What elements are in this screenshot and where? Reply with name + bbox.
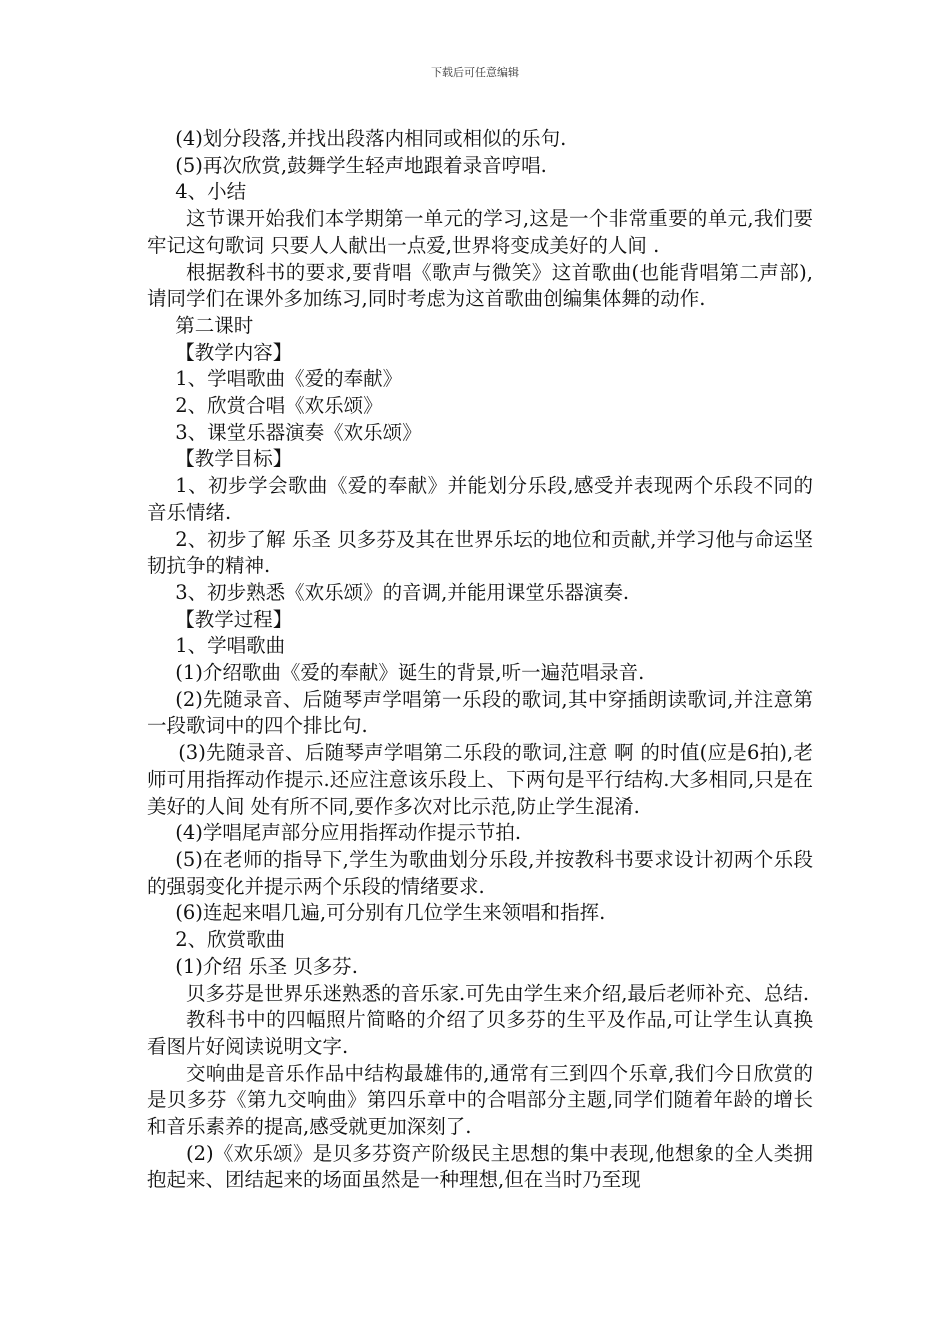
- paragraph: 这节课开始我们本学期第一单元的学习,这是一个非常重要的单元,我们要牢记这句歌词 只要人人献出一点爱,世界将变成美好的人间 .: [147, 207, 813, 257]
- paragraph: (1)介绍 乐圣 贝多芬.: [175, 954, 358, 978]
- paragraph: 贝多芬是世界乐迷熟悉的音乐家.可先由学生来介绍,最后老师补充、总结.: [186, 981, 810, 1005]
- paragraph: (5)再次欣赏,鼓舞学生轻声地跟着录音哼唱.: [175, 153, 547, 177]
- paragraph: 1、学唱歌曲《爱的奉献》: [175, 367, 403, 391]
- document-body: [147, 126, 813, 1194]
- paragraph: 2、欣赏歌曲: [175, 928, 286, 952]
- paragraph: 根据教科书的要求,要背唱《歌声与微笑》这首歌曲(也能背唱第二声部),请同学们在课外多加练习,同时考虑为这首歌曲创编集体舞的动作.: [147, 260, 813, 311]
- paragraph: 交响曲是音乐作品中结构最雄伟的,通常有三到四个乐章,我们今日欣赏的是贝多芬《第九交响曲》第四乐章中的合唱部分主题,同学们随着年龄的增长和音乐素养的提高,感受就更加深刻了.: [147, 1061, 813, 1139]
- paragraph: 3、课堂乐器演奏《欢乐颂》: [175, 420, 422, 444]
- paragraph: 2、初步了解 乐圣 贝多芬及其在世界乐坛的地位和贡献,并学习他与命运坚韧抗争的精神.: [147, 527, 813, 578]
- paragraph: (5)在老师的指导下,学生为歌曲划分乐段,并按教科书要求设计初两个乐段的强弱变化并提示两个乐段的情绪要求.: [147, 847, 813, 898]
- paragraph: 1、学唱歌曲: [175, 634, 286, 658]
- paragraph: 3、初步熟悉《欢乐颂》的音调,并能用课堂乐器演奏.: [175, 580, 630, 604]
- page-header: 下载后可任意编辑: [431, 66, 519, 79]
- paragraph: 1、初步学会歌曲《爱的奉献》并能划分乐段,感受并表现两个乐段不同的音乐情绪.: [147, 474, 813, 524]
- paragraph: (4)学唱尾声部分应用指挥动作提示节拍.: [175, 821, 522, 845]
- paragraph: (2)先随录音、后随琴声学唱第一乐段的歌词,其中穿插朗读歌词,并注意第一段歌词中的四个排比句.: [147, 687, 813, 738]
- paragraph: 第二课时: [175, 313, 254, 337]
- paragraph: 教科书中的四幅照片简略的介绍了贝多芬的生平及作品,可让学生认真换看图片好阅读说明文字.: [147, 1008, 813, 1058]
- paragraph: 2、欣赏合唱《欢乐颂》: [175, 394, 383, 418]
- paragraph: (6)连起来唱几遍,可分别有几位学生来领唱和指挥.: [175, 901, 606, 925]
- paragraph: 【教学过程】: [175, 607, 293, 631]
- paragraph: (4)划分段落,并找出段落内相同或相似的乐句.: [175, 127, 567, 150]
- paragraph: 【教学目标】: [175, 447, 293, 471]
- paragraph: (1)介绍歌曲《爱的奉献》诞生的背景,听一遍范唱录音.: [175, 661, 645, 685]
- paragraph: 4、小结: [175, 180, 247, 204]
- paragraph: (2)《欢乐颂》是贝多芬资产阶级民主思想的集中表现,他想象的全人类拥抱起来、团结起来的场面虽然是一种理想,但在当时乃至现: [147, 1141, 813, 1192]
- paragraph: 【教学内容】: [175, 340, 293, 364]
- paragraph: (3)先随录音、后随琴声学唱第二乐段的歌词,注意 啊 的时值(应是6拍),老师可用指挥动作提示.还应注意该乐段上、下两句是平行结构.大多相同,只是在 美好的人间 处有所不同,要作多次对比示范,防止学生混淆.: [147, 741, 813, 818]
